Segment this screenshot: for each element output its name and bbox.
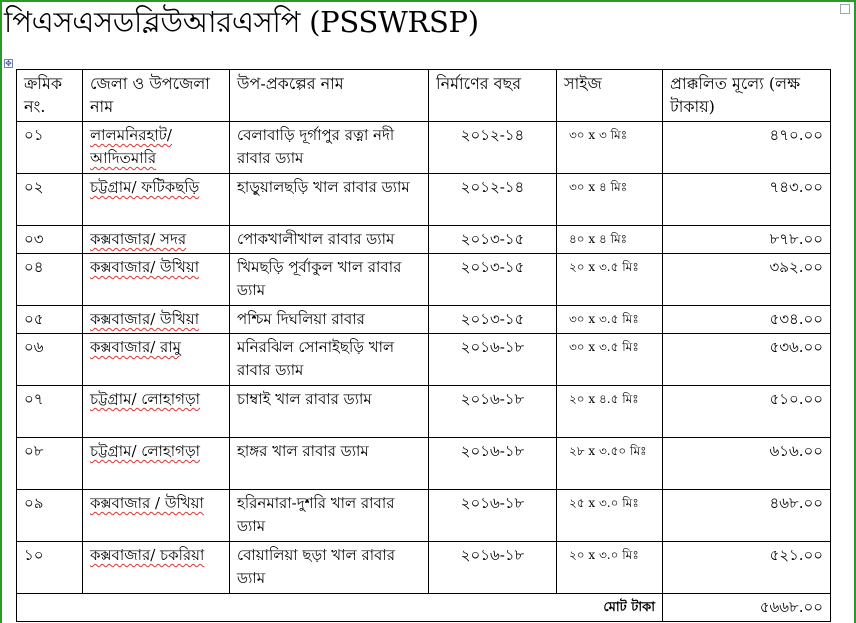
cell-cost: ৫৩৬.০০ (663, 334, 831, 386)
cell-project: চাম্বাই খাল রাবার ড্যাম (230, 386, 429, 438)
cell-cost: ৬১৬.০০ (663, 438, 831, 490)
cell-project: বেলাবাড়ি দূর্গাপুর রত্না নদী রাবার ড্যাম (230, 122, 429, 174)
table-row (17, 542, 831, 594)
table-row (17, 174, 831, 226)
cell-project: হাড়ুয়ালছড়ি খাল রাবার ড্যাম (230, 174, 429, 226)
cell-cost: ৮৭৮.০০ (663, 226, 831, 254)
cell-cost: ৭৪৩.০০ (663, 174, 831, 226)
header-size: সাইজ (557, 70, 663, 122)
table-row (17, 122, 831, 174)
cell-serial: ০৯ (17, 490, 83, 542)
cell-size: ৩০ x ৩.৫ মিঃ (557, 306, 663, 334)
cell-project: খিমছড়ি পূর্বাকুল খাল রাবার ড্যাম (230, 254, 429, 306)
cell-serial: ০৮ (17, 438, 83, 490)
cell-year: ২০১৬-১৮ (429, 386, 557, 438)
table-row (17, 490, 831, 542)
cell-project: পোকখালীখাল রাবার ড্যাম (230, 226, 429, 254)
cell-size: ২৫ x ৩.০ মিঃ (557, 490, 663, 542)
header-project: উপ-প্রকল্পের নাম (230, 70, 429, 122)
cell-size: ৪০ x ৪ মিঃ (557, 226, 663, 254)
cell-cost: ৩৯২.০০ (663, 254, 831, 306)
cell-project: পশ্চিম দিঘলিয়া রাবার (230, 306, 429, 334)
cell-cost: ৫১০.০০ (663, 386, 831, 438)
header-cost: প্রাক্কলিত মূল্যে (লক্ষ টাকায়) (663, 70, 831, 122)
table-row (17, 386, 831, 438)
document-title: পিএসএসডব্লিউআরএসপি (PSSWRSP) (4, 5, 479, 39)
cell-district: কক্সবাজার/ চকরিয়া (83, 542, 230, 594)
cell-project: মনিরঝিল সোনাইছড়ি খাল রাবার ড্যাম (230, 334, 429, 386)
cell-serial: ০৭ (17, 386, 83, 438)
total-label: মোট টাকা (17, 594, 663, 622)
cell-project: বোয়ালিয়া ছড়া খাল রাবার ড্যাম (230, 542, 429, 594)
total-row (17, 594, 831, 622)
table-row (17, 306, 831, 334)
header-year: নির্মাণের বছর (429, 70, 557, 122)
header-district: জেলা ও উপজেলা নাম (83, 70, 230, 122)
cell-district: কক্সবাজার / উখিয়া (83, 490, 230, 542)
cell-year: ২০১৬-১৮ (429, 490, 557, 542)
total-value: ৫৬৬৮.০০ (663, 594, 831, 622)
cell-size: ২৮ x ৩.৫০ মিঃ (557, 438, 663, 490)
table-header-row (17, 70, 831, 122)
projects-table (16, 69, 831, 622)
cell-year: ২০১২-১৪ (429, 174, 557, 226)
cell-district: কক্সবাজার/ রামু (83, 334, 230, 386)
cell-size: ২০ x ৩.৫ মিঃ (557, 254, 663, 306)
cell-serial: ০৬ (17, 334, 83, 386)
cell-serial: ১০ (17, 542, 83, 594)
cell-year: ২০১৬-১৮ (429, 334, 557, 386)
table-row (17, 254, 831, 306)
cell-cost: ৫৩৪.০০ (663, 306, 831, 334)
cell-year: ২০১৬-১৮ (429, 542, 557, 594)
table-move-handle-icon[interactable]: ✥ (5, 59, 12, 68)
table-row (17, 226, 831, 254)
cell-size: ৩০ x ৩ মিঃ (557, 122, 663, 174)
cell-district: চট্টগ্রাম/ লোহাগড়া (83, 438, 230, 490)
cell-district: কক্সবাজার/ উখিয়া (83, 306, 230, 334)
cell-project: হাঙ্গর খাল রাবার ড্যাম (230, 438, 429, 490)
cell-size: ২০ x ৩.০ মিঃ (557, 542, 663, 594)
cell-year: ২০১৩-১৫ (429, 226, 557, 254)
cell-district: লালমনিরহাট/ আদিতমারি (83, 122, 230, 174)
header-serial: ক্রমিক নং. (17, 70, 83, 122)
table-row (17, 334, 831, 386)
cell-project: হরিনমারা-দুশরি খাল রাবার ড্যাম (230, 490, 429, 542)
cell-cost: ৪৬৮.০০ (663, 490, 831, 542)
cell-year: ২০১৩-১৫ (429, 254, 557, 306)
cell-size: ৩০ x ৪ মিঃ (557, 174, 663, 226)
cell-year: ২০১২-১৪ (429, 122, 557, 174)
cell-size: ৩০ x ৩.৫ মিঃ (557, 334, 663, 386)
cell-serial: ০৩ (17, 226, 83, 254)
table-row (17, 438, 831, 490)
cell-district: চট্টগ্রাম/ লোহাগড়া (83, 386, 230, 438)
cell-serial: ০১ (17, 122, 83, 174)
cell-district: চট্টগ্রাম/ ফটিকছড়ি (83, 174, 230, 226)
cell-size: ২০ x ৪.৫ মিঃ (557, 386, 663, 438)
cell-district: কক্সবাজার/ সদর (83, 226, 230, 254)
cell-serial: ০৫ (17, 306, 83, 334)
cell-cost: ৫২১.০০ (663, 542, 831, 594)
cell-district: কক্সবাজার/ উখিয়া (83, 254, 230, 306)
cell-cost: ৪৭০.০০ (663, 122, 831, 174)
cell-serial: ০২ (17, 174, 83, 226)
window-left-border (0, 0, 2, 623)
cell-serial: ০৪ (17, 254, 83, 306)
text-boundary-marker (840, 4, 850, 14)
cell-year: ২০১৬-১৮ (429, 438, 557, 490)
cell-year: ২০১৩-১৫ (429, 306, 557, 334)
